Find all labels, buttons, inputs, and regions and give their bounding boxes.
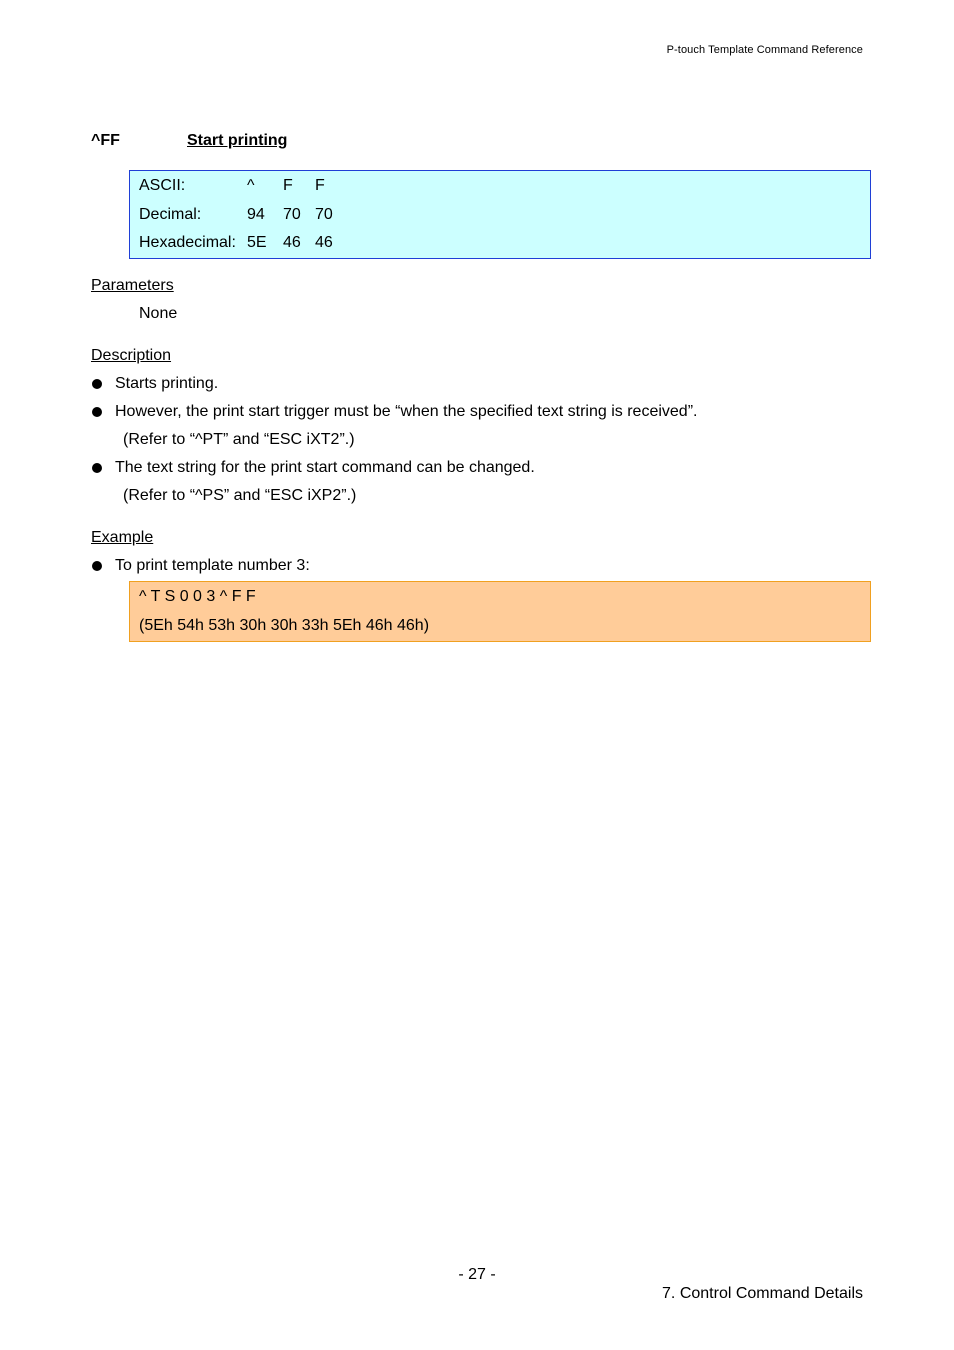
command-description-title: Start printing bbox=[187, 132, 288, 149]
list-item: However, the print start trigger must be “when the specified text string is received”. bbox=[115, 403, 698, 420]
decimal-row bbox=[130, 205, 870, 234]
hex-label: Hexadecimal: bbox=[139, 234, 236, 251]
chapter-title: 7. Control Command Details bbox=[662, 1285, 863, 1302]
list-item: Starts printing. bbox=[115, 375, 219, 392]
bullet-icon bbox=[92, 379, 102, 389]
example-hex-line: (5Eh 54h 53h 30h 30h 33h 5Eh 46h 46h) bbox=[139, 616, 430, 634]
bullet-icon bbox=[92, 463, 102, 473]
header-reference: P-touch Template Command Reference bbox=[666, 44, 863, 56]
ascii-value: F bbox=[315, 177, 325, 194]
parameters-heading: Parameters bbox=[91, 277, 174, 294]
hex-value: 5E bbox=[247, 234, 267, 251]
page-number: - 27 - bbox=[458, 1266, 496, 1283]
parameters-value: None bbox=[139, 305, 178, 322]
example-heading: Example bbox=[91, 529, 154, 546]
list-item-note: (Refer to “^PT” and “ESC iXT2”.) bbox=[123, 431, 355, 448]
list-item: The text string for the print start command can be changed. bbox=[115, 459, 535, 476]
hex-row bbox=[130, 233, 870, 262]
ascii-value: ^ bbox=[247, 177, 255, 194]
bullet-icon bbox=[92, 407, 102, 417]
command-title bbox=[91, 132, 287, 150]
decimal-value: 70 bbox=[315, 205, 333, 223]
command-code-box bbox=[129, 170, 871, 259]
ascii-value: F bbox=[283, 177, 293, 194]
ascii-label: ASCII: bbox=[139, 177, 186, 194]
decimal-value: 94 bbox=[247, 205, 265, 223]
command-name: ^FF bbox=[91, 132, 120, 149]
bullet-icon bbox=[92, 561, 102, 571]
description-heading: Description bbox=[91, 347, 172, 364]
decimal-value: 70 bbox=[283, 205, 301, 223]
hex-value: 46 bbox=[315, 234, 333, 251]
decimal-label: Decimal: bbox=[139, 205, 202, 223]
ascii-row bbox=[130, 176, 870, 205]
example-code-box bbox=[129, 581, 871, 642]
list-item-note: (Refer to “^PS” and “ESC iXP2”.) bbox=[123, 487, 357, 504]
hex-value: 46 bbox=[283, 234, 301, 251]
example-intro: To print template number 3: bbox=[115, 557, 310, 574]
example-code-line: ^ T S 0 0 3 ^ F F bbox=[139, 588, 256, 605]
